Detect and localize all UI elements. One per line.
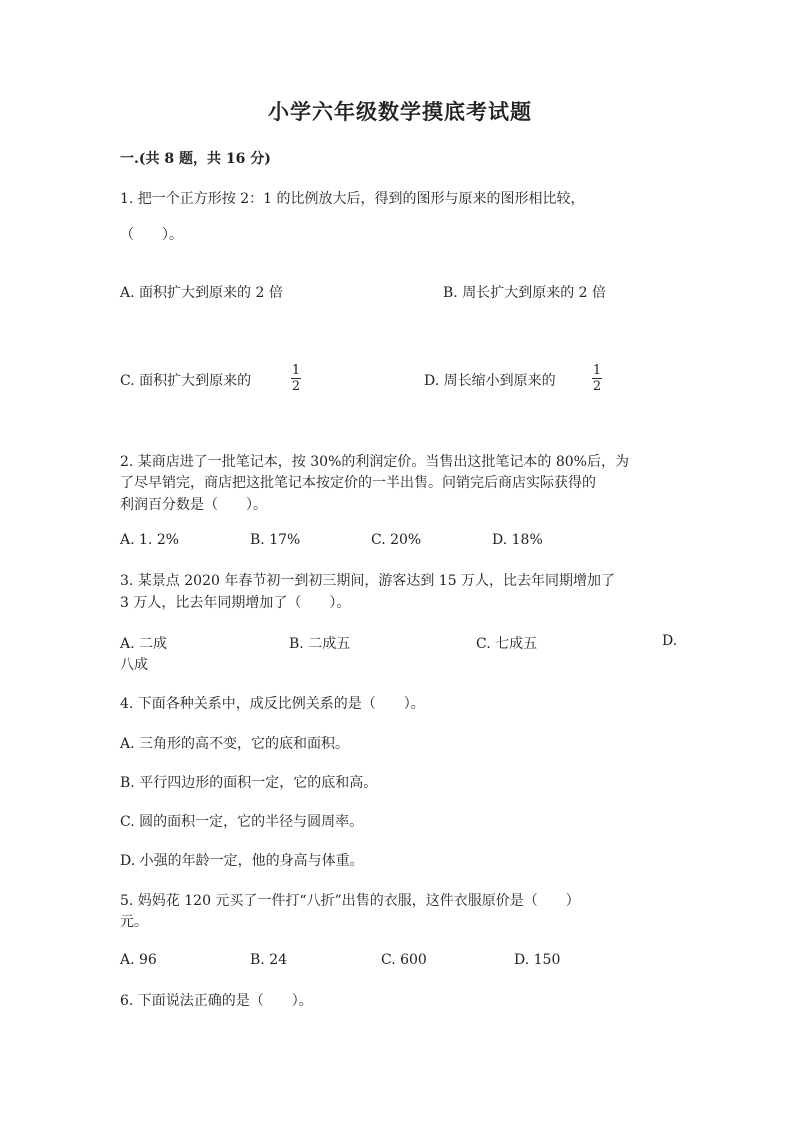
question-4-option-d: D. 小强的年龄一定，他的身高与体重。 (120, 853, 364, 869)
fraction-denominator: 2 (291, 379, 301, 394)
question-2-option-c: C. 20% (371, 532, 422, 548)
question-5-option-d: D. 150 (514, 952, 561, 968)
question-5-line-2: 元。 (120, 914, 148, 930)
question-6-line-1: 6. 下面说法正确的是（ ）。 (120, 993, 313, 1009)
question-3-option-d: D. (662, 633, 678, 649)
question-3-option-b: B. 二成五 (289, 636, 351, 652)
question-1-option-a: A. 面积扩大到原来的 2 倍 (120, 285, 283, 301)
question-1-option-b: B. 周长扩大到原来的 2 倍 (443, 285, 606, 301)
question-2-line-1: 2. 某商店进了一批笔记本，按 30%的利润定价。当售出这批笔记本的 80%后，为 (120, 454, 629, 470)
question-5-option-b: B. 24 (250, 952, 288, 968)
question-3-option-d-text: 八成 (120, 657, 148, 673)
question-4-line-1: 4. 下面各种关系中，成反比例关系的是（ ）。 (120, 696, 425, 712)
question-3-option-a: A. 二成 (120, 636, 168, 652)
fraction-one-half-c (291, 364, 301, 393)
question-1-option-c: C. 面积扩大到原来的 (120, 373, 252, 389)
question-5-option-a: A. 96 (120, 952, 157, 968)
question-2-option-d: D. 18% (492, 532, 543, 548)
question-1-line-1: 1. 把一个正方形按 2：1 的比例放大后，得到的图形与原来的图形相比较， (120, 191, 585, 207)
question-4-option-c: C. 圆的面积一定，它的半径与圆周率。 (120, 814, 364, 830)
question-1-line-2: （ ）。 (120, 227, 183, 243)
page-title: 小学六年级数学摸底考试题 (268, 99, 532, 124)
question-5-line-1: 5. 妈妈花 120 元买了一件打“八折”出售的衣服，这件衣服原价是（ ） (120, 893, 580, 909)
section-heading: 一.(共 8 题，共 16 分) (120, 151, 271, 167)
question-2-option-a: A. 1. 2% (120, 532, 180, 548)
fraction-denominator: 2 (592, 379, 602, 394)
question-2-option-b: B. 17% (250, 532, 301, 548)
question-3-option-c: C. 七成五 (476, 636, 538, 652)
question-4-option-a: A. 三角形的高不变，它的底和面积。 (120, 736, 350, 752)
fraction-numerator: 1 (291, 363, 301, 378)
question-3-line-1: 3. 某景点 2020 年春节初一到初三期间，游客达到 15 万人，比去年同期增加了 (120, 573, 616, 589)
question-1-option-d: D. 周长缩小到原来的 (424, 373, 556, 389)
fraction-numerator: 1 (592, 363, 602, 378)
question-2-line-3: 利润百分数是（ ）。 (120, 497, 267, 513)
question-3-line-2: 3 万人，比去年同期增加了（ ）。 (120, 595, 351, 611)
question-5-option-c: C. 600 (381, 952, 427, 968)
question-2-line-2: 了尽早销完，商店把这批笔记本按定价的一半出售。问销完后商店实际获得的 (120, 475, 596, 491)
fraction-one-half-d (592, 364, 602, 393)
question-4-option-b: B. 平行四边形的面积一定，它的底和高。 (120, 775, 378, 791)
